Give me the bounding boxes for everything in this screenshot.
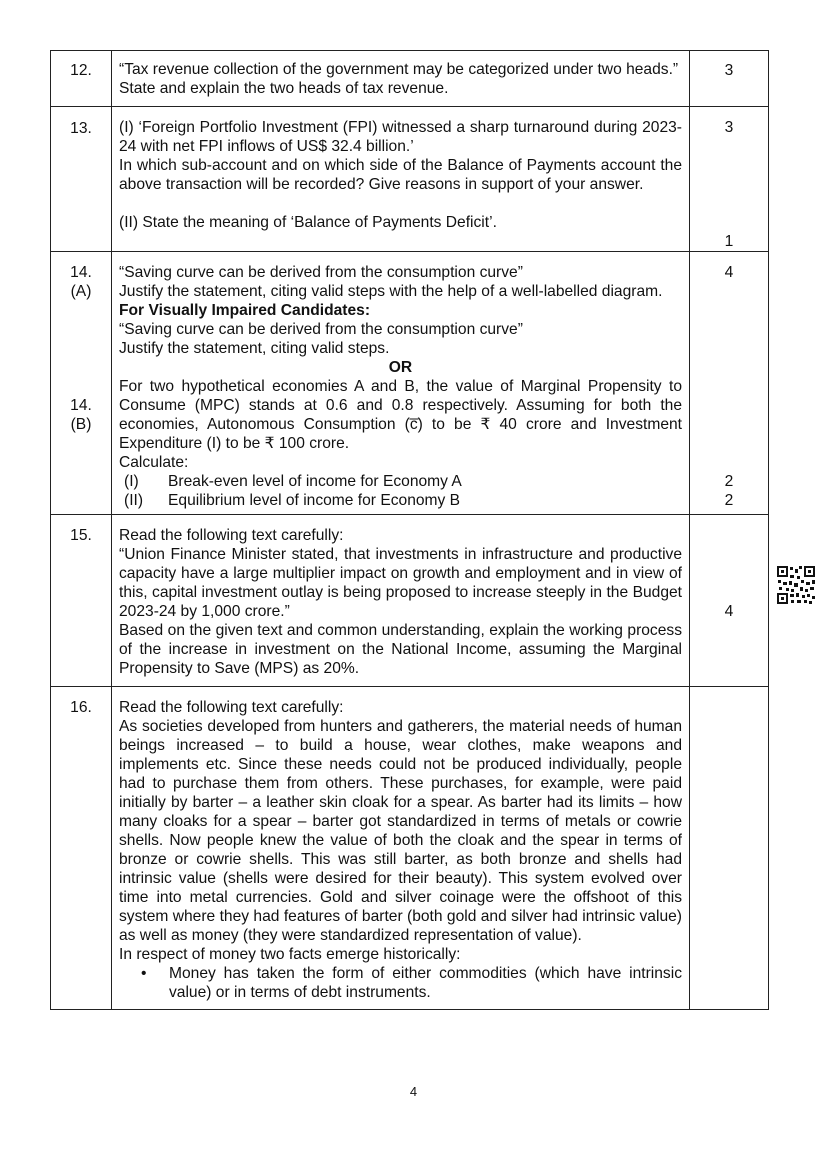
- question-text: “Tax revenue collection of the government may be categorized under two heads.”: [119, 61, 679, 78]
- question-row-14: [51, 252, 769, 515]
- sub-question: [119, 472, 682, 491]
- sub-question-text: Break-even level of income for Economy A: [168, 473, 462, 490]
- sub-question-text: Equilibrium level of income for Economy B: [168, 492, 461, 509]
- question-text: For two hypothetical economies A and B, the value of Marginal Propensity to Consume (MPC) stands at 0.6 and 0.8 respectively. Assuming for both the economies, Autonomous Consumption (c̅) to be ₹ 40 crore and Investment Expenditure (I) to be ₹ 100 crore.: [119, 378, 682, 452]
- question-number: 12.: [70, 62, 92, 79]
- facts-intro: In respect of money two facts emerge historically:: [119, 946, 461, 963]
- or-separator: OR: [388, 359, 413, 376]
- question-instruction: In which sub-account and on which side of the Balance of Payments account the above transaction will be recorded? Give reasons in support of your answer.: [119, 157, 682, 193]
- sub-question-label: (II): [124, 492, 144, 509]
- question-intro: Read the following text carefully:: [119, 699, 344, 716]
- calculate-label: Calculate:: [119, 454, 189, 471]
- question-number: 16.: [70, 699, 92, 716]
- question-row-13: [51, 107, 769, 252]
- question-number: 14.: [70, 264, 92, 281]
- marks: 4: [724, 603, 734, 620]
- question-instruction: Justify the statement, citing valid steps.: [119, 340, 390, 357]
- bullet-icon: •: [141, 965, 147, 982]
- question-intro: Read the following text carefully:: [119, 527, 344, 544]
- marks: 4: [724, 264, 734, 281]
- sub-question-label: (I): [124, 473, 139, 490]
- question-row-12: [51, 51, 769, 107]
- question-option-label: (A): [70, 283, 92, 300]
- marks: 2: [724, 473, 734, 490]
- question-quote: “Union Finance Minister stated, that investments in infrastructure and productive capacity have a large multiplier impact on growth and employment and in view of this, capital investment outlay is being proposed to increase steeply in the Budget 2023-24 by 1,000 crore.”: [119, 546, 682, 620]
- marks: 2: [724, 492, 734, 509]
- marks: 1: [724, 233, 734, 250]
- qr-code-icon: [776, 565, 816, 605]
- marks: 3: [724, 119, 734, 136]
- question-row-15: [51, 515, 769, 687]
- bullet-item: [119, 964, 682, 1002]
- bullet-text: Money has taken the form of either commodities (which have intrinsic value) or in terms of debt instruments.: [169, 965, 682, 1001]
- question-number: 15.: [70, 527, 92, 544]
- question-part-2: (II) State the meaning of ‘Balance of Payments Deficit’.: [119, 214, 497, 231]
- sub-question: [119, 491, 682, 510]
- question-quote: “Saving curve can be derived from the consumption curve”: [119, 321, 523, 338]
- question-text: (I) ‘Foreign Portfolio Investment (FPI) witnessed a sharp turnaround during 2023-24 with net FPI inflows of US$ 32.4 billion.’: [119, 119, 682, 155]
- question-number: 13.: [70, 120, 92, 137]
- question-text: Based on the given text and common understanding, explain the working process of the increase in investment on the National Income, assuming the Marginal Propensity to Save (MPS) as 20%.: [119, 622, 682, 677]
- question-option-label: (B): [70, 416, 92, 433]
- question-table: [50, 50, 769, 1010]
- question-number: 14.: [70, 397, 92, 414]
- question-quote: “Saving curve can be derived from the consumption curve”: [119, 264, 523, 281]
- question-instruction: Justify the statement, citing valid steps with the help of a well-labelled diagram.: [119, 283, 663, 300]
- question-instruction: State and explain the two heads of tax revenue.: [119, 80, 449, 97]
- passage-text: As societies developed from hunters and gatherers, the material needs of human beings increased – to build a house, wear clothes, make weapons and implements etc. Since these needs could not be produced individually, people had to purchase them from others. These purchases, for example, were paid initially by barter – a leather skin cloak for a spear. As barter had its limits – how many cloaks for a spear – barter got standardized in terms of metals or cowrie shells. Now people knew the value of both the cloak and the spear in terms of bronze or cowrie shells. This was still barter, as both bronze and shells had intrinsic value (shells were desired for their beauty). This system evolved over time into metal currencies. Gold and silver coinage were the offshoot of this system where they had features of barter (both gold and silver had intrinsic value) as well as money (they were standardized representation of value).: [119, 718, 682, 944]
- visually-impaired-heading: For Visually Impaired Candidates:: [119, 302, 371, 319]
- page-number: 4: [409, 1084, 418, 1099]
- question-row-16: [51, 687, 769, 1010]
- marks: 3: [724, 62, 734, 79]
